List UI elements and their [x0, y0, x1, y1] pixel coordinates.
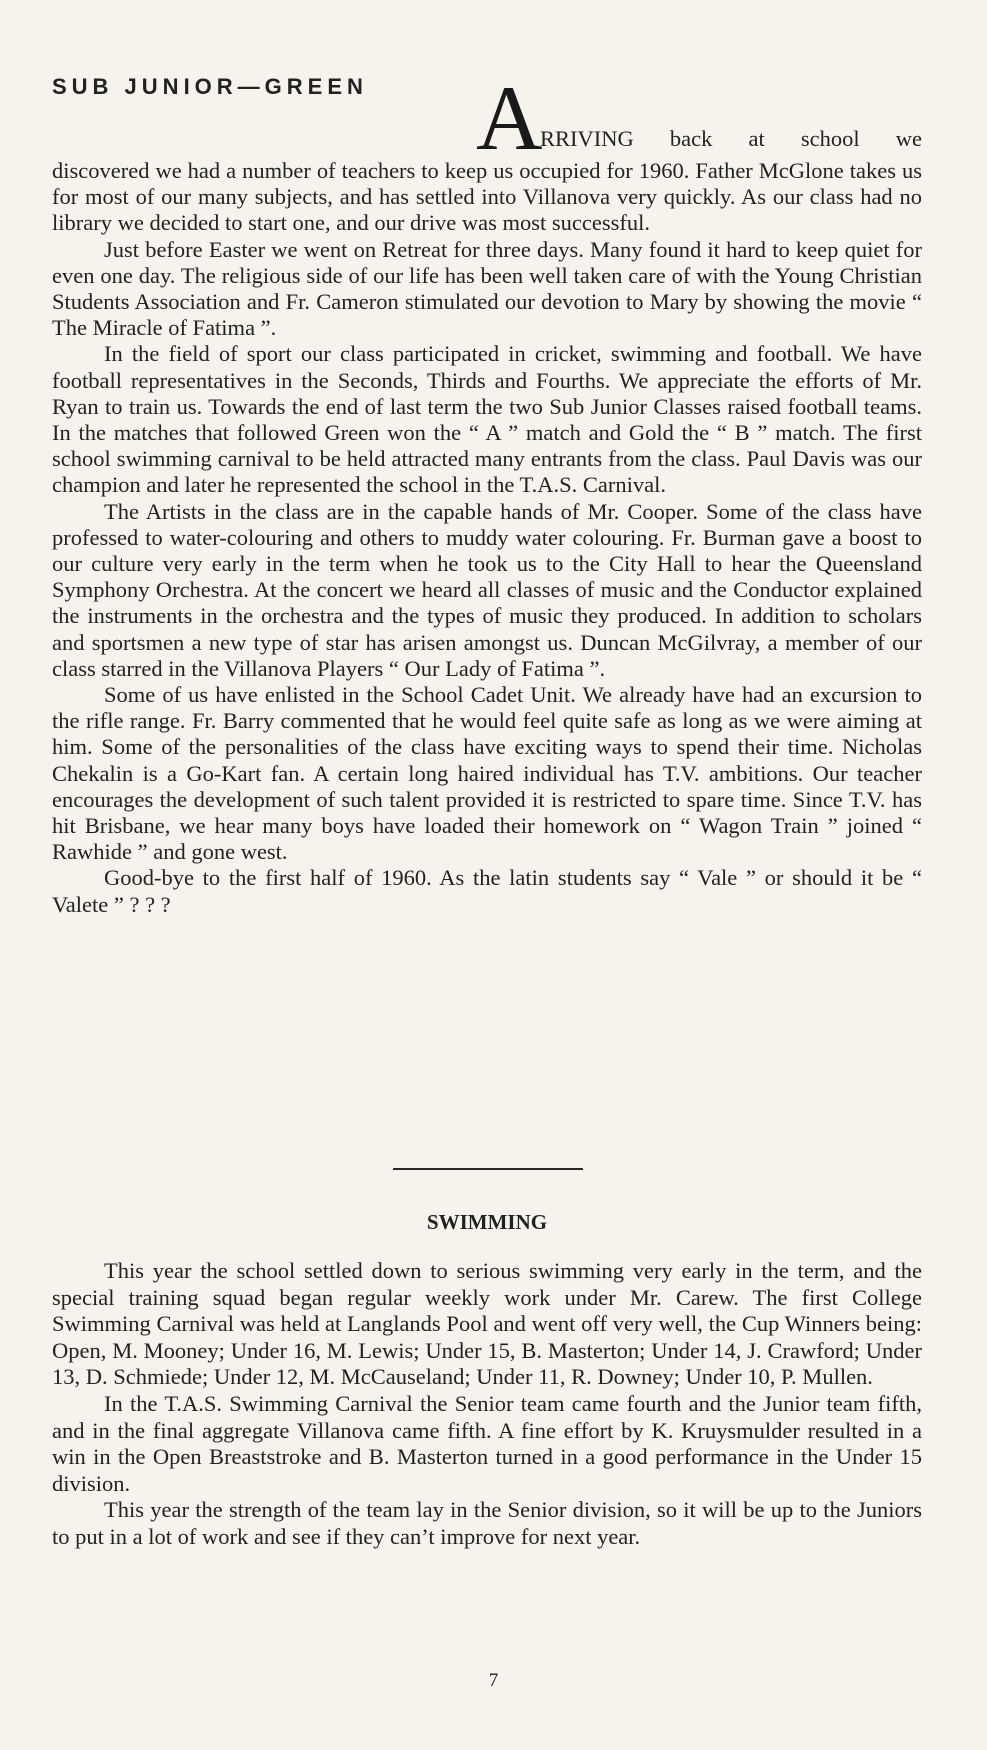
article-paragraph: Good-bye to the first half of 1960. As the latin students say “ Vale ” or should it be “ Valete ” ? ? ?	[52, 865, 922, 917]
article-paragraph: discovered we had a number of teachers to keep us occupied for 1960. Father McGlone takes us for most of our many subjects, and has settled into Villanova very quickly. As our class had no library we decided to start one, and our drive was most successful.	[52, 158, 922, 236]
page-number: 7	[488, 1670, 499, 1691]
section-divider	[393, 1168, 583, 1170]
opening-line	[476, 67, 922, 169]
article-paragraph: Some of us have enlisted in the School Cadet Unit. We already have had an excursion to the rifle range. Fr. Barry commented that he would feel quite safe as long as we were aiming at him. Some of the personalities of the class have exciting ways to spend their time. Nicholas Chekalin is a Go-Kart fan. A certain long haired individual has T.V. ambitions. Our teacher encourages the development of such talent provided it is restricted to spare time. Since T.V. has hit Brisbane, we hear many boys have loaded their homework on “ Wagon Train ” joined “ Rawhide ” and gone west.	[52, 682, 922, 865]
article-paragraph: The Artists in the class are in the capable hands of Mr. Cooper. Some of the class have professed to water-colouring and others to muddy water colouring. Fr. Burman gave a boost to our culture very early in the term when he took us to the City Hall to hear the Queensland Symphony Orchestra. At the concert we heard all classes of music and the Conductor explained the instruments in the orchestra and the types of music they produced. In addition to scholars and sportsmen a new type of star has arisen amongst us. Duncan McGilvray, a member of our class starred in the Villanova Players “ Our Lady of Fatima ”.	[52, 498, 922, 681]
drop-cap: A	[476, 67, 543, 169]
article-paragraph: In the field of sport our class participated in cricket, swimming and football. We have football representatives in the Seconds, Thirds and Fourths. We appreciate the efforts of Mr. Ryan to train us. Towards the end of last term the two Sub Junior Classes raised football teams. In the matches that followed Green won the “ A ” match and Gold the “ B ” match. The first school swimming carnival to be held attracted many entrants from the class. Paul Davis was our champion and later he represented the school in the T.A.S. Carnival.	[52, 341, 922, 498]
article-paragraph: In the T.A.S. Swimming Carnival the Senior team came fourth and the Junior team fifth, and in the final aggregate Villanova came fifth. A fine effort by K. Kruysmulder resulted in a win in the Open Breaststroke and B. Masterton turned in a good performance in the Under 15 division.	[52, 1390, 922, 1496]
opening-line-text: RRIVING back at school we	[540, 126, 922, 151]
article-paragraph: Just before Easter we went on Retreat for three days. Many found it hard to keep quiet for even one day. The religious side of our life has been well taken care of with the Young Christian Students Association and Fr. Cameron stimulated our devotion to Mary by showing the movie “ The Miracle of Fatima ”.	[52, 236, 922, 341]
sub-junior-heading: SUB JUNIOR—GREEN	[52, 74, 368, 99]
swimming-heading: SWIMMING	[426, 1210, 548, 1234]
swimming-article	[52, 1258, 922, 1551]
article-paragraph: This year the school settled down to serious swimming very early in the term, and the special training squad began regular weekly work under Mr. Carew. The first College Swimming Carnival was held at Langlands Pool and went off very well, the Cup Winners being: Open, M. Mooney; Under 16, M. Lewis; Under 15, B. Masterton; Under 14, J. Crawford; Under 13, D. Schmiede; Under 12, M. McCauseland; Under 11, R. Downey; Under 10, P. Mullen.	[52, 1258, 922, 1390]
sub-junior-article	[52, 158, 922, 918]
article-paragraph: This year the strength of the team lay in the Senior division, so it will be up to the Juniors to put in a lot of work and see if they can’t improve for next year.	[52, 1497, 922, 1549]
